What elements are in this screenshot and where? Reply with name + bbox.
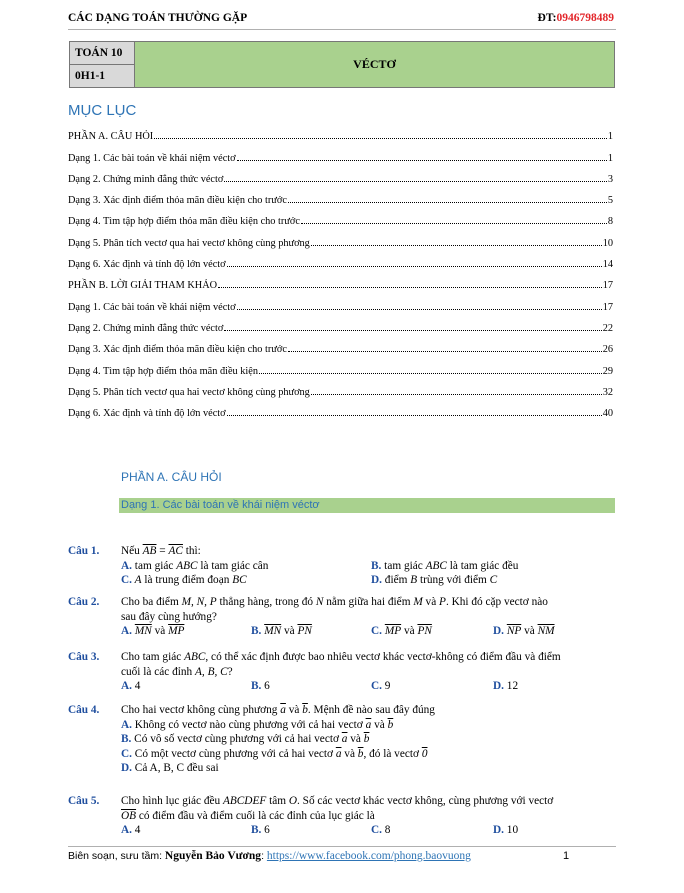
vector: $\overline{b}$ [363,733,370,745]
toc-entry-page: 1 [607,131,613,143]
question-1 [68,544,616,588]
question-stem [121,544,616,559]
option-b[interactable] [251,823,270,838]
option-a[interactable] [121,823,140,838]
question-number: Câu 3. [68,651,100,663]
option-text: là tam giác đều [446,559,519,572]
stem-text: Cho hai vectơ không cùng phương [121,704,281,716]
toc-leader [218,287,602,288]
toc-entry-text: Dạng 2. Chứng minh đẳng thức véctơ [68,322,224,334]
toc-leader [311,245,602,246]
vector: $\overline{NP}$ [506,625,522,637]
question-stem [121,794,616,809]
option-text: 9 [381,680,391,692]
option-text: và [521,625,538,637]
stem-text: và [422,596,440,608]
option-text: tam giác [131,559,177,572]
toc-leader [227,415,602,416]
header-phone [538,12,614,24]
toc-leader [311,394,602,395]
stem-text: có điểm đầu và điểm cuối là các đỉnh của lục giác là [136,809,375,822]
toc-heading: MỤC LỤC [68,102,137,119]
option-letter: B. [251,824,262,836]
vector-ab: $\overline{AB}$ [142,545,157,557]
option-letter: A. [121,625,132,637]
option-a[interactable] [121,679,140,694]
footer-prefix: Biên soạn, sưu tầm: [68,850,165,862]
title-table [69,41,615,88]
option-row [121,823,616,838]
option-c[interactable] [121,573,247,588]
topic-cell: VÉCTƠ [135,42,615,88]
question-4 [68,703,616,776]
toc-entry[interactable] [68,291,613,312]
option-d[interactable] [371,573,497,588]
option-b[interactable] [121,732,616,747]
toc-entry-page: 40 [602,408,613,420]
toc-entry-text: Dạng 5. Phân tích vectơ qua hai vectơ không cùng phương [68,237,310,249]
stem-text: nằm giữa hai điểm [323,596,414,608]
part-a-heading: PHẦN A. CÂU HỎI [121,470,222,484]
question-stem: sau đây cùng hướng? [121,610,217,623]
question-number: Câu 4. [68,704,100,716]
footer [68,850,471,862]
stem-text: N [315,596,324,608]
vector: $\overline{a}$ [365,718,372,731]
toc-entry-text: Dạng 3. Xác định điểm thỏa mãn điều kiện cho trước [68,195,287,207]
toc-leader [227,266,602,267]
toc-entry-page: 32 [602,386,613,398]
toc-entry[interactable] [68,334,613,355]
vector: $\overline{MP}$ [384,625,402,637]
toc-entry[interactable] [68,185,613,206]
toc-entry[interactable] [68,377,613,398]
stem-text: thẳng hàng, trong đó [216,596,316,608]
toc-entry-page: 3 [607,173,613,185]
option-c[interactable] [371,624,432,639]
facebook-link[interactable]: https://www.facebook.com/phong.baovuong [266,850,471,862]
toc-entry-page: 22 [602,322,613,334]
option-a[interactable] [121,718,616,733]
vector: $\overline{b}$ [357,747,364,760]
question-stem [121,595,616,610]
vector: $\overline{MP}$ [168,625,185,637]
option-letter: C. [371,824,382,836]
option-letter: A. [121,718,132,731]
toc-leader [154,138,607,139]
option-letter: A. [121,680,132,692]
toc-entry-text: Dạng 6. Xác định và tính độ lớn véctơ [68,259,226,271]
option-letter: D. [493,680,504,692]
question-stem [121,809,616,824]
option-letter: C. [371,680,382,692]
toc-entry[interactable] [68,249,613,270]
toc-entry-page: 26 [602,344,613,356]
option-letter: D. [493,625,504,637]
option-letter: B. [121,733,132,745]
option-text: điểm [381,574,411,586]
option-b[interactable] [371,559,518,574]
vector: $\overline{a}$ [280,704,286,716]
option-text: , đó là vectơ [363,747,422,760]
option-text: Có một vectơ cùng phương với cả hai vectơ [131,747,336,760]
toc-entry-text: Dạng 6. Xác định và tính độ lớn véctơ [68,408,226,420]
question-stem [121,703,616,718]
option-letter: B. [251,625,262,637]
header-divider [68,29,616,30]
vector: $\overline{a}$ [341,733,348,745]
footer-separator: : [261,850,267,862]
option-text: và [151,625,169,637]
toc-entry-text: PHẦN A. CÂU HỎI [68,131,154,143]
toc-entry[interactable] [68,206,613,227]
toc-entry[interactable] [68,227,613,248]
toc-entry-text: Dạng 4. Tìm tập hợp điểm thỏa mãn điều kiện [68,365,258,377]
vector: $\overline{MN}$ [264,625,282,637]
vector: $\overline{a}$ [335,747,342,760]
stem-text: . Khi đó cặp vectơ nào [445,596,548,608]
stem-text: . Mệnh đề nào sau đây đúng [307,704,435,716]
question-stem [121,650,616,665]
option-row [121,559,616,574]
toc-leader [237,309,602,310]
toc-entry[interactable] [68,313,613,334]
option-text: 8 [381,824,391,836]
toc-leader [288,202,607,203]
toc-entry-text: Dạng 4. Tìm tập hợp điểm thỏa mãn điều kiện cho trước [68,216,300,228]
option-d[interactable] [493,624,555,639]
option-letter: A. [121,559,132,572]
toc-entry-page: 8 [607,216,613,228]
vector: $\overline{OB}$ [121,809,137,822]
option-letter: C. [121,747,132,760]
stem-text: Cho tam giác [121,651,185,663]
header-title: CÁC DẠNG TOÁN THƯỜNG GẶP [68,12,248,24]
option-b[interactable] [251,679,270,694]
option-text: C [489,574,498,586]
stem-text: Cho ba điểm [121,596,182,608]
question-2 [68,595,616,639]
stem-text: Nếu [121,545,140,557]
vector-ac: $\overline{AC}$ [168,545,183,557]
option-text: 6 [261,680,270,692]
option-text: và [341,747,358,760]
toc-entry[interactable] [68,121,613,142]
option-text: là tam giác cân [197,559,269,572]
question-number: Câu 2. [68,596,100,608]
toc-entry[interactable] [68,270,613,291]
author-name: Nguyễn Bảo Vương [164,850,262,862]
option-letter: B. [251,680,262,692]
option-row [121,573,616,588]
toc-entry-text: Dạng 1. Các bài toán về khái niệm véctơ [68,301,236,313]
option-c[interactable] [371,823,390,838]
toc-entry[interactable] [68,164,613,185]
equals-sign: = [156,545,169,557]
option-d[interactable] [493,679,518,694]
option-c[interactable] [371,679,390,694]
option-letter: D. [371,574,382,586]
toc-entry-page: 10 [602,237,613,249]
option-d[interactable] [121,761,616,776]
option-text: 6 [261,824,270,836]
stem-text: thì: [182,545,201,557]
stem-text: ? [227,665,233,678]
option-text: Không có vectơ nào cùng phương với cả hai vectơ [131,718,366,731]
toc-leader [259,373,602,374]
toc-leader [288,351,602,352]
vector: $\overline{b}$ [302,704,308,716]
option-text: trùng với điểm [417,574,490,586]
vector: $\overline{PN}$ [417,625,432,637]
option-text: là trung điểm đoạn [141,574,233,586]
table-of-contents [68,121,613,419]
dang-1-heading: Dạng 1. Các bài toán về khái niệm véctơ [119,498,615,513]
option-b[interactable] [251,624,312,639]
option-text: và [371,718,388,731]
toc-entry-text: Dạng 3. Xác định điểm thỏa mãn điều kiện cho trước [68,344,287,356]
vector: $\overline{PN}$ [297,625,312,637]
toc-entry-page: 29 [602,365,613,377]
option-text: và [401,625,418,637]
question-number: Câu 5. [68,795,100,807]
phone-label: ĐT: [537,12,557,24]
option-text: và [281,625,298,637]
toc-leader [237,160,607,161]
option-letter: D. [121,762,132,774]
option-text: 10 [503,824,519,836]
toc-entry-text: PHẦN B. LỜI GIẢI THAM KHẢO [68,280,218,292]
stem-text: A, B, C [195,665,228,678]
stem-text: . Số các vectơ khác vectơ không, cùng phương với vectơ [297,795,554,807]
toc-entry-page: 5 [607,195,613,207]
option-a[interactable] [121,559,268,574]
option-text: và [347,733,364,745]
option-text: ABC [176,559,198,572]
option-text: Có vô số vectơ cùng phương với cả hai vectơ [131,733,342,745]
toc-entry-text: Dạng 2. Chứng minh đẳng thức véctơ [68,173,224,185]
option-a[interactable] [121,624,184,639]
option-text: 4 [131,824,141,836]
code-cell: 0H1-1 [70,65,135,88]
option-text: BC [232,574,247,586]
toc-entry[interactable] [68,355,613,376]
stem-text: ABCDEF [222,795,267,807]
toc-leader [224,330,601,331]
question-number: Câu 1. [68,545,100,557]
toc-entry-text: Dạng 1. Các bài toán về khái niệm véctơ [68,152,236,164]
option-letter: C. [371,625,382,637]
option-c[interactable] [121,747,616,762]
toc-entry[interactable] [68,398,613,419]
stem-text: O [288,795,298,807]
option-text: tam giác [381,559,426,572]
vector: $\overline{NM}$ [537,625,555,637]
stem-text: ABC [184,651,206,663]
option-text: B [410,574,418,586]
question-5 [68,794,616,838]
vector: $\overline{MN}$ [134,625,152,637]
option-letter: C. [121,574,132,586]
option-text: 4 [131,680,141,692]
stem-text: M, N, P [181,596,217,608]
toc-entry-page: 1 [607,152,613,164]
toc-leader [224,181,607,182]
stem-text: cuối là các đỉnh [121,665,196,678]
stem-text: P [439,596,446,608]
option-row [121,624,616,639]
option-row [121,679,616,694]
question-stem [121,665,616,680]
option-letter: A. [121,824,132,836]
toc-leader [301,223,607,224]
phone-number: 0946798489 [556,12,614,24]
toc-entry-page: 17 [602,280,613,292]
toc-entry-page: 14 [602,259,613,271]
grade-cell: TOÁN 10 [70,42,135,65]
stem-text: tâm [266,795,289,807]
stem-text: , có thể xác định được bao nhiêu vectơ khác vectơ-không có điểm đầu và điểm [205,651,561,663]
vector: $\overline{b}$ [387,718,394,731]
question-3 [68,650,616,694]
vector: 0 [421,747,428,760]
option-text: Cả A, B, C đều sai [131,762,219,774]
option-letter: D. [493,824,504,836]
footer-divider [68,846,616,847]
option-d[interactable] [493,823,518,838]
option-letter: B. [371,559,382,572]
stem-text: và [285,704,303,716]
option-text: 12 [503,680,519,692]
toc-entry-page: 17 [602,301,613,313]
stem-text: M [413,596,423,608]
toc-entry-text: Dạng 5. Phân tích vectơ qua hai vectơ không cùng phương [68,386,310,398]
option-text: A [131,574,142,586]
stem-text: Cho hình lục giác đều [121,795,223,807]
toc-entry[interactable] [68,142,613,163]
option-text: ABC [425,559,447,572]
page-number: 1 [563,850,570,862]
